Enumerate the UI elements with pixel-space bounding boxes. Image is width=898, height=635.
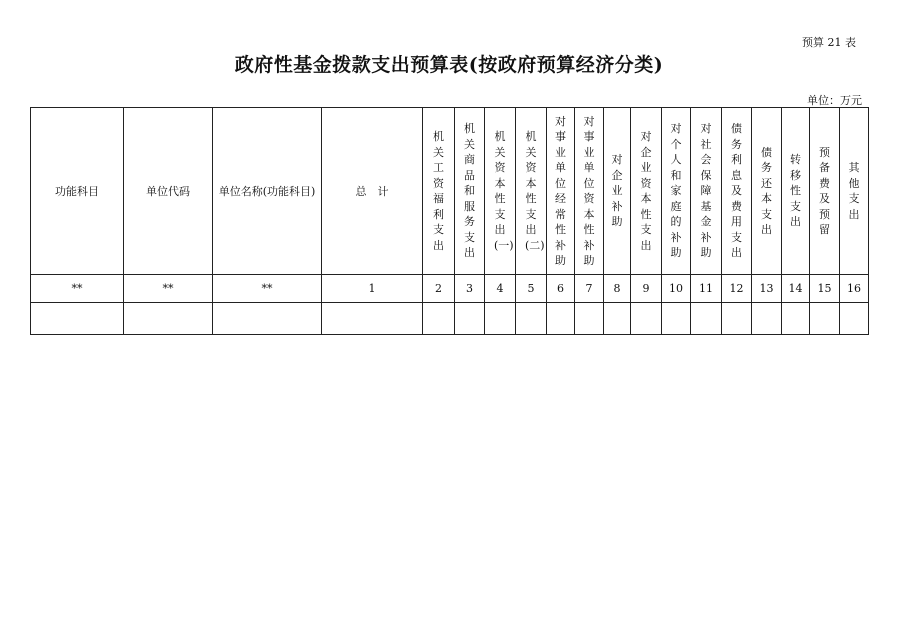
empty-cell (691, 303, 722, 335)
unit-label: 单位：万元 (807, 94, 862, 107)
number-cell: 12 (722, 275, 752, 303)
empty-cell (485, 303, 516, 335)
empty-cell (455, 303, 485, 335)
empty-cell (840, 303, 869, 335)
empty-cell (810, 303, 840, 335)
header-function-subject: 功能科目 (31, 108, 124, 275)
header-col-3-label: 机关商品和服务支出 (464, 122, 475, 260)
number-cell: 13 (752, 275, 782, 303)
empty-cell (604, 303, 631, 335)
header-col-12 (722, 108, 752, 275)
number-cell: 9 (631, 275, 662, 303)
header-col-4-label: 机关资本性支出(一) (494, 130, 514, 252)
empty-data-row (31, 303, 869, 335)
empty-cell (752, 303, 782, 335)
header-col-7-label: 对事业单位资本性补助 (583, 114, 595, 267)
empty-cell (782, 303, 810, 335)
header-col-10 (662, 108, 691, 275)
header-col-14 (782, 108, 810, 275)
column-number-row (31, 275, 869, 303)
number-cell: 2 (423, 275, 455, 303)
number-cell: 1 (322, 275, 423, 303)
number-cell: 4 (485, 275, 516, 303)
number-cell: ** (124, 275, 213, 303)
number-cell: 6 (547, 275, 575, 303)
header-col-12-label: 债务利息及费用支出 (731, 122, 742, 260)
header-col-6 (547, 108, 575, 275)
number-cell: ** (31, 275, 124, 303)
header-row (31, 108, 869, 275)
empty-cell (575, 303, 604, 335)
header-col-15 (810, 108, 840, 275)
number-cell: 8 (604, 275, 631, 303)
header-col-2 (423, 108, 455, 275)
empty-cell (516, 303, 547, 335)
page-title: 政府性基金拨款支出预算表(按政府预算经济分类) (234, 54, 664, 76)
header-col-6-label: 对事业单位经常性补助 (555, 114, 566, 267)
number-cell: 16 (840, 275, 869, 303)
header-col-4 (485, 108, 516, 275)
header-col-2-label: 机关工资福利支出 (433, 130, 444, 252)
empty-cell (662, 303, 691, 335)
header-col-5 (516, 108, 547, 275)
header-col-16 (840, 108, 869, 275)
header-col-13-label: 债务还本支出 (761, 145, 772, 236)
header-total: 总 计 (322, 108, 423, 275)
header-col-9 (631, 108, 662, 275)
budget-table (30, 107, 869, 335)
empty-cell (213, 303, 322, 335)
number-cell: 3 (455, 275, 485, 303)
number-cell: 11 (691, 275, 722, 303)
header-col-11-label: 对社会保障基金补助 (700, 122, 712, 260)
number-cell: 7 (575, 275, 604, 303)
header-col-8-label: 对企业补助 (611, 153, 623, 229)
form-number: 预算 21 表 (802, 36, 856, 49)
header-col-5-label: 机关资本性支出(二) (525, 130, 545, 252)
header-col-7 (575, 108, 604, 275)
header-col-13 (752, 108, 782, 275)
header-col-14-label: 转移性支出 (790, 153, 801, 229)
empty-cell (423, 303, 455, 335)
empty-cell (124, 303, 213, 335)
empty-cell (722, 303, 752, 335)
header-unit-code: 单位代码 (124, 108, 213, 275)
header-col-16-label: 其他支出 (848, 161, 860, 221)
header-col-15-label: 预备费及预留 (819, 145, 830, 236)
number-cell: 5 (516, 275, 547, 303)
empty-cell (31, 303, 124, 335)
header-col-10-label: 对个人和家庭的补助 (670, 122, 682, 260)
number-cell: 14 (782, 275, 810, 303)
header-unit-name: 单位名称(功能科目) (213, 108, 322, 275)
number-cell: 15 (810, 275, 840, 303)
header-col-11 (691, 108, 722, 275)
number-cell: ** (213, 275, 322, 303)
empty-cell (547, 303, 575, 335)
empty-cell (631, 303, 662, 335)
empty-cell (322, 303, 423, 335)
header-col-3 (455, 108, 485, 275)
header-col-9-label: 对企业资本性支出 (640, 130, 652, 252)
number-cell: 10 (662, 275, 691, 303)
header-col-8 (604, 108, 631, 275)
